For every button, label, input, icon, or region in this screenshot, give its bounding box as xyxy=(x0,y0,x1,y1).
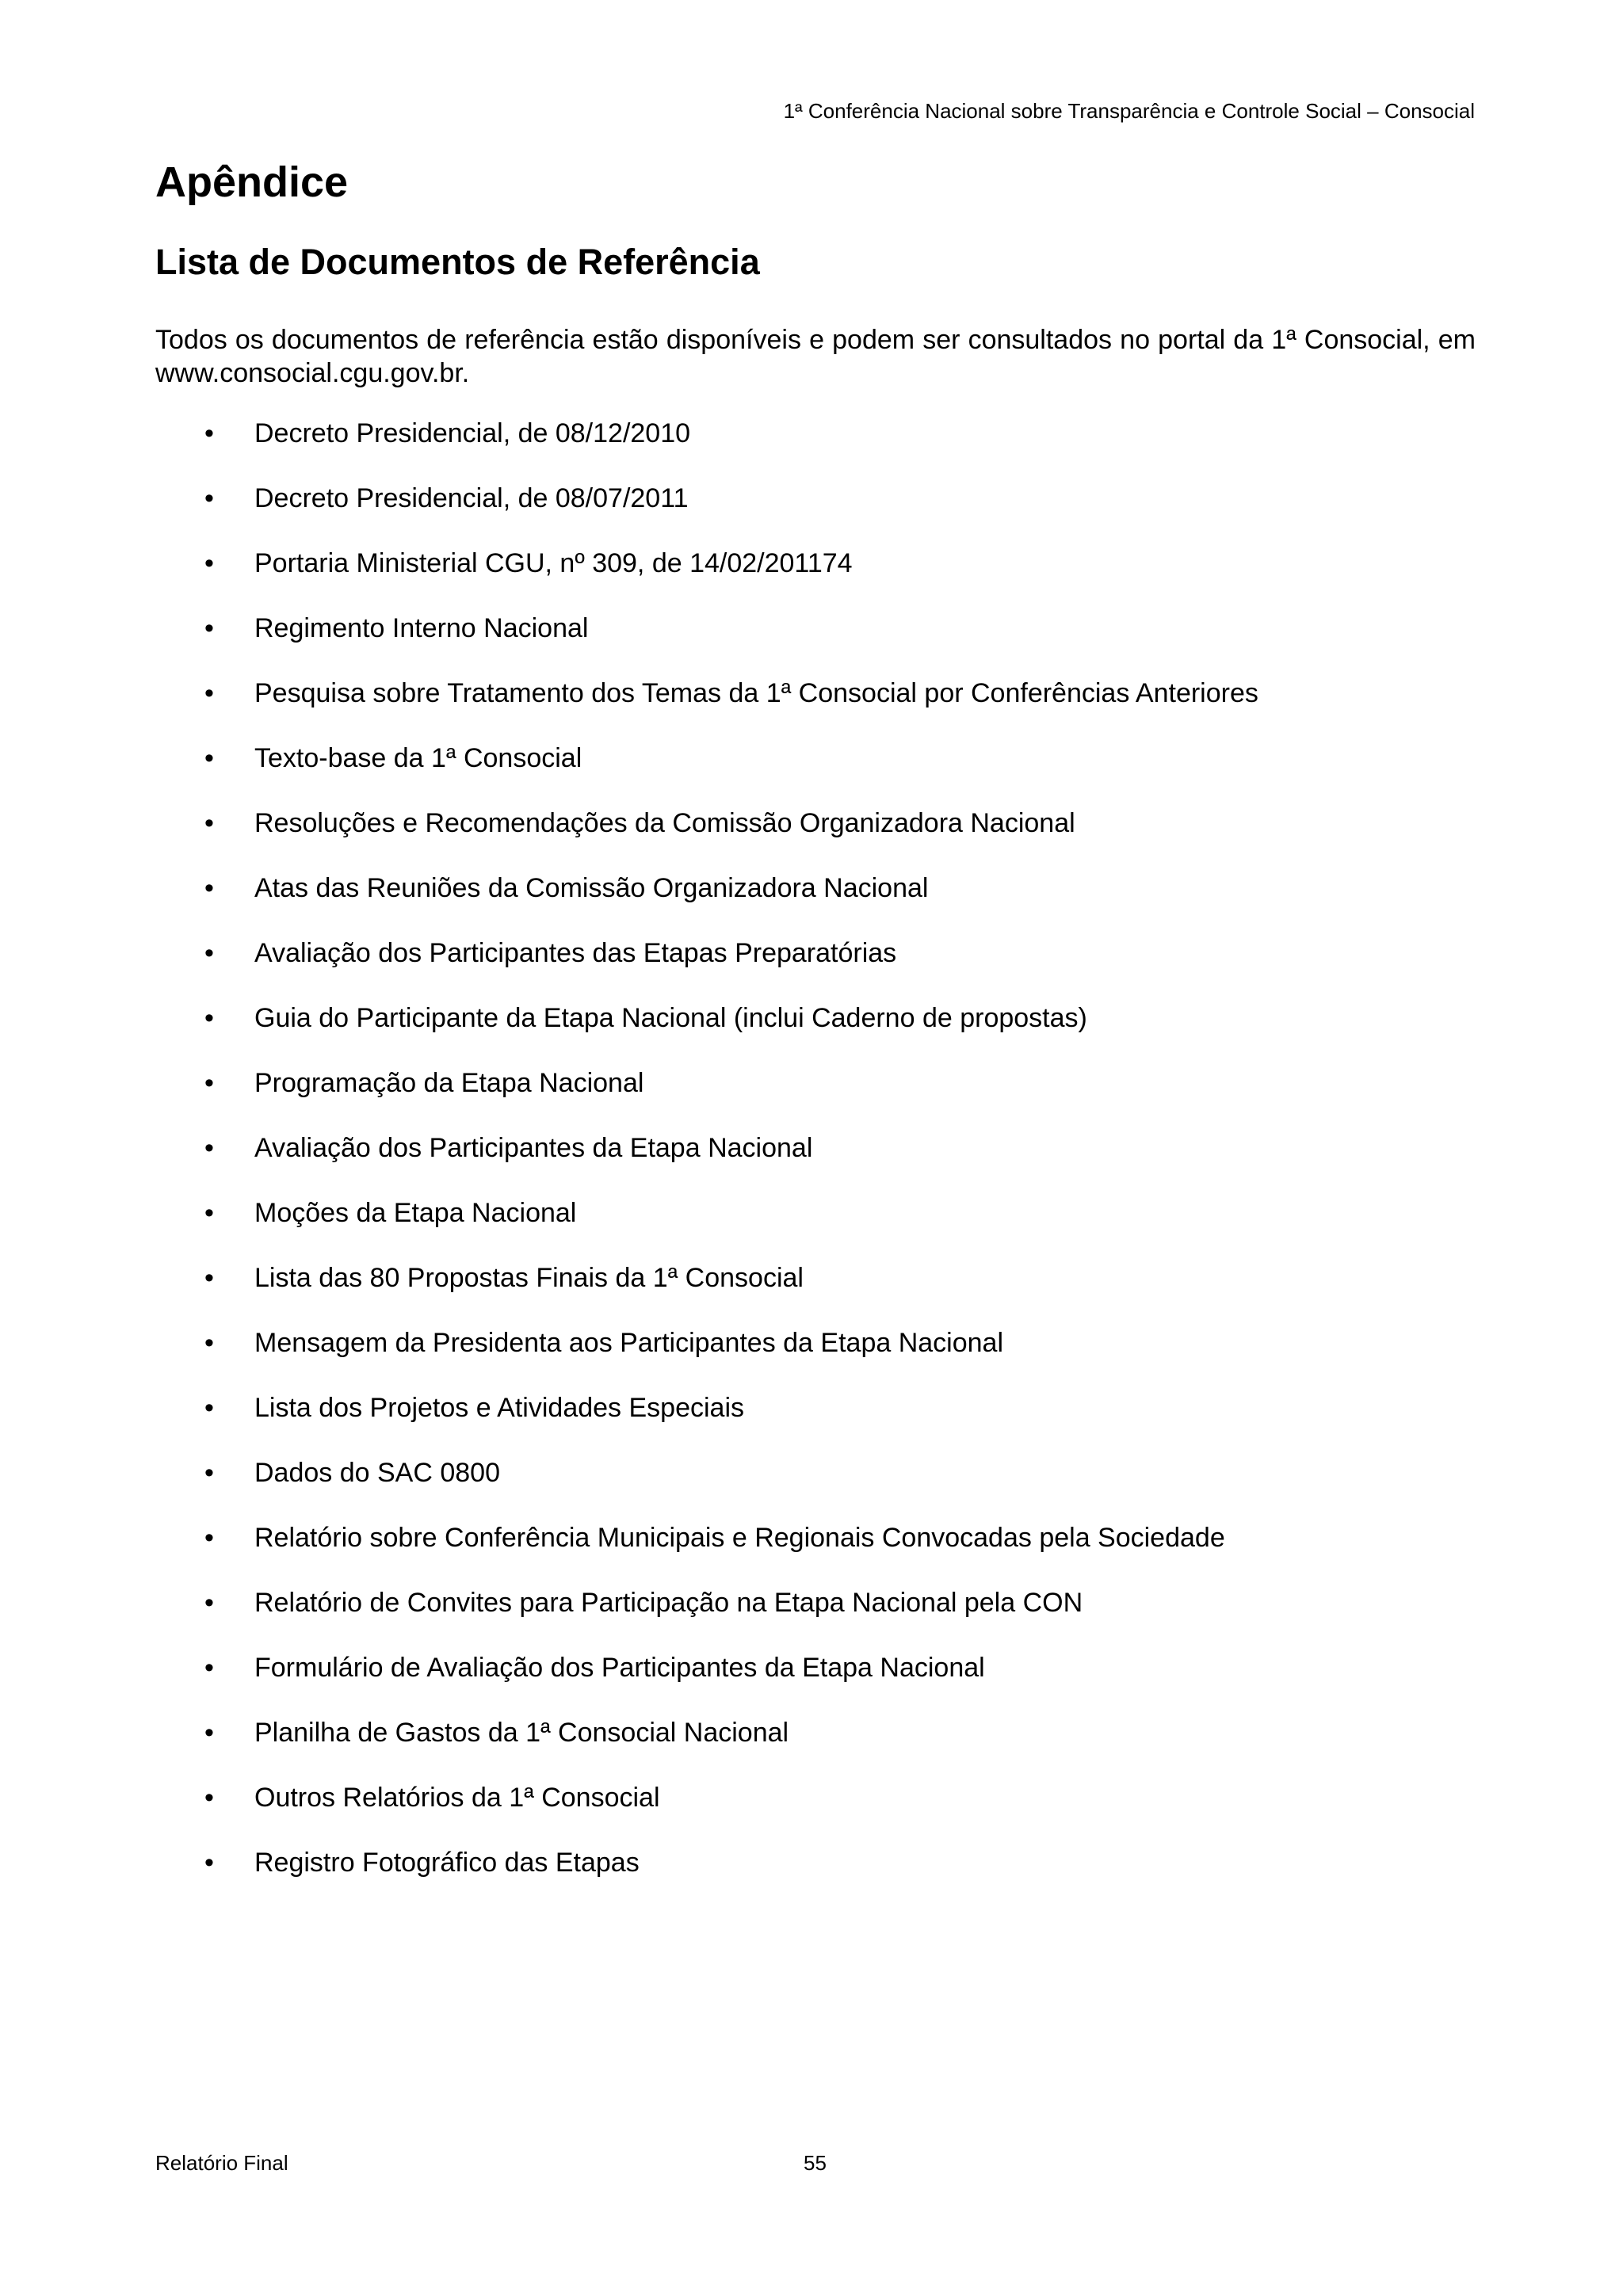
running-header: 1ª Conferência Nacional sobre Transparência e Controle Social – Consocial xyxy=(783,99,1475,123)
page-title: Apêndice xyxy=(155,158,349,206)
list-item xyxy=(155,414,1476,479)
bullet-icon: • xyxy=(204,418,214,448)
list-item xyxy=(155,543,1476,608)
list-item-label: Pesquisa sobre Tratamento dos Temas da 1ª Consocial por Conferências Anteriores xyxy=(254,678,1258,708)
list-item-label: Lista dos Projetos e Atividades Especiais xyxy=(254,1393,745,1423)
reference-document-list xyxy=(155,414,1476,1908)
list-item-label: Planilha de Gastos da 1ª Consocial Nacional xyxy=(254,1718,789,1748)
bullet-icon: • xyxy=(204,1848,214,1878)
list-item xyxy=(155,1518,1476,1583)
list-item-label: Avaliação dos Participantes da Etapa Nacional xyxy=(254,1133,813,1163)
bullet-icon: • xyxy=(204,1653,214,1683)
list-item-label: Decreto Presidencial, de 08/07/2011 xyxy=(254,483,689,513)
bullet-icon: • xyxy=(204,1133,214,1163)
bullet-icon: • xyxy=(204,1588,214,1618)
bullet-icon: • xyxy=(204,743,214,773)
list-item xyxy=(155,933,1476,998)
list-item-label: Portaria Ministerial CGU, nº 309, de 14/02/201174 xyxy=(254,548,853,578)
list-item xyxy=(155,1063,1476,1128)
list-item-label: Atas das Reuniões da Comissão Organizadora Nacional xyxy=(254,873,929,903)
list-item-label: Avaliação dos Participantes das Etapas Preparatórias xyxy=(254,938,897,968)
list-item-label: Relatório sobre Conferência Municipais e Regionais Convocadas pela Sociedade xyxy=(254,1523,1225,1553)
bullet-icon: • xyxy=(204,873,214,903)
list-item xyxy=(155,1843,1476,1908)
page-content xyxy=(155,151,1476,1908)
list-item-label: Guia do Participante da Etapa Nacional (inclui Caderno de propostas) xyxy=(254,1003,1087,1033)
list-item-label: Registro Fotográfico das Etapas xyxy=(254,1848,640,1878)
bullet-icon: • xyxy=(204,1198,214,1228)
list-item xyxy=(155,1778,1476,1843)
list-item xyxy=(155,1193,1476,1258)
bullet-icon: • xyxy=(204,1393,214,1423)
list-item-label: Relatório de Convites para Participação na Etapa Nacional pela CON xyxy=(254,1588,1083,1618)
list-item-label: Moções da Etapa Nacional xyxy=(254,1198,577,1228)
list-item xyxy=(155,738,1476,803)
bullet-icon: • xyxy=(204,1523,214,1553)
bullet-icon: • xyxy=(204,483,214,513)
list-item xyxy=(155,1258,1476,1323)
list-item-label: Regimento Interno Nacional xyxy=(254,613,589,643)
bullet-icon: • xyxy=(204,1003,214,1033)
bullet-icon: • xyxy=(204,613,214,643)
page-number: 55 xyxy=(804,2151,827,2175)
list-item xyxy=(155,1388,1476,1453)
bullet-icon: • xyxy=(204,1458,214,1488)
list-item-label: Resoluções e Recomendações da Comissão Organizadora Nacional xyxy=(254,808,1075,838)
list-item xyxy=(155,608,1476,673)
bullet-icon: • xyxy=(204,938,214,968)
bullet-icon: • xyxy=(204,1328,214,1358)
list-item xyxy=(155,1713,1476,1778)
section-title: Lista de Documentos de Referência xyxy=(155,242,760,282)
bullet-icon: • xyxy=(204,1263,214,1293)
list-item xyxy=(155,868,1476,933)
list-item-label: Decreto Presidencial, de 08/12/2010 xyxy=(254,418,691,448)
list-item-label: Programação da Etapa Nacional xyxy=(254,1068,644,1098)
bullet-icon: • xyxy=(204,1783,214,1813)
list-item-label: Formulário de Avaliação dos Participantes da Etapa Nacional xyxy=(254,1653,985,1683)
list-item xyxy=(155,1648,1476,1713)
list-item-label: Texto-base da 1ª Consocial xyxy=(254,743,582,773)
list-item xyxy=(155,1583,1476,1648)
footer-document-title: Relatório Final xyxy=(155,2151,288,2175)
list-item xyxy=(155,1323,1476,1388)
list-item xyxy=(155,1453,1476,1518)
list-item xyxy=(155,673,1476,738)
bullet-icon: • xyxy=(204,548,214,578)
list-item xyxy=(155,998,1476,1063)
list-item-label: Mensagem da Presidenta aos Participantes da Etapa Nacional xyxy=(254,1328,1004,1358)
list-item xyxy=(155,1128,1476,1193)
list-item-label: Dados do SAC 0800 xyxy=(254,1458,500,1488)
list-item-label: Lista das 80 Propostas Finais da 1ª Consocial xyxy=(254,1263,804,1293)
bullet-icon: • xyxy=(204,1068,214,1098)
list-item xyxy=(155,803,1476,868)
bullet-icon: • xyxy=(204,1718,214,1748)
list-item-label: Outros Relatórios da 1ª Consocial xyxy=(254,1783,660,1813)
bullet-icon: • xyxy=(204,808,214,838)
list-item xyxy=(155,479,1476,543)
intro-paragraph: Todos os documentos de referência estão disponíveis e podem ser consultados no portal da 1ª Consocial, em www.consocial.cgu.gov.br. xyxy=(155,325,1476,388)
bullet-icon: • xyxy=(204,678,214,708)
